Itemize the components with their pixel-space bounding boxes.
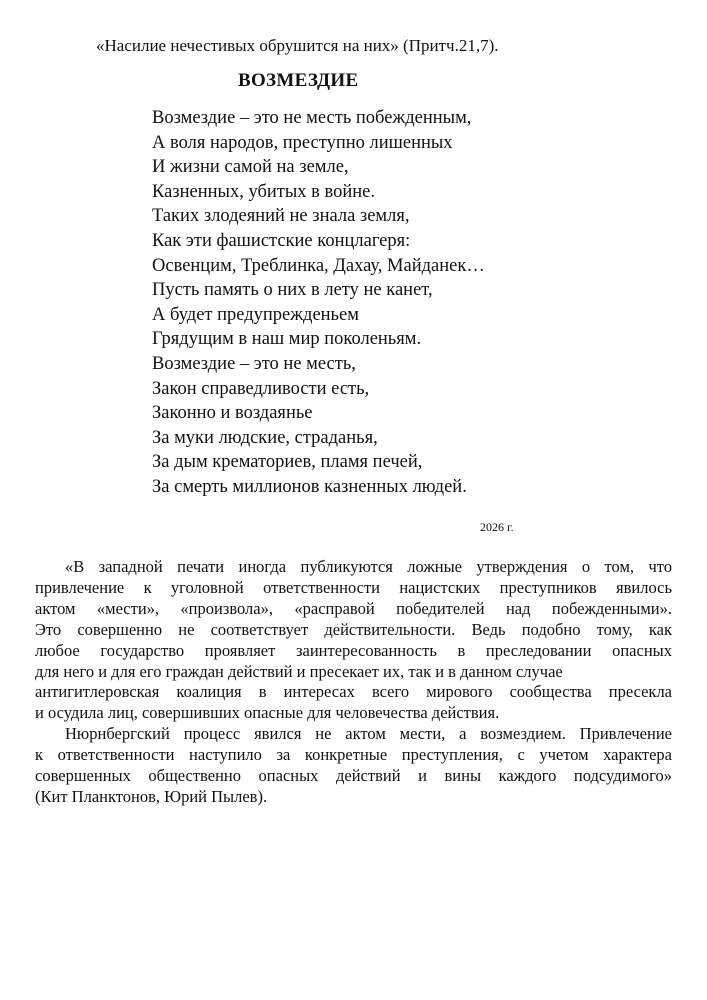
- poem-line: Освенцим, Треблинка, Дахау, Майданек…: [152, 255, 485, 276]
- poem-line: А воля народов, преступно лишенных: [152, 132, 453, 153]
- poem-line: За смерть миллионов казненных людей.: [152, 476, 467, 497]
- prose-line: Это совершенно не соответствует действительности. Ведь подобно тому, как: [35, 619, 672, 639]
- poem-line: И жизни самой на земле,: [152, 157, 349, 178]
- prose-line: и осудила лиц, совершивших опасные для человечества действия.: [35, 703, 500, 723]
- poem-line: А будет предупрежденьем: [152, 304, 359, 325]
- prose-line: (Кит Планктонов, Юрий Пылев).: [35, 786, 268, 806]
- poem-title: ВОЗМЕЗДИЕ: [238, 70, 359, 91]
- prose-line: для него и для его граждан действий и пресекает их, так и в данном случае: [35, 661, 563, 681]
- prose-line: совершенных общественно опасных действий и вины каждого подсудимого»: [35, 766, 672, 786]
- poem-line: Таких злодеяний не знала земля,: [152, 206, 410, 227]
- poem-line: Казненных, убитых в войне.: [152, 181, 376, 202]
- epigraph: «Насилие нечестивых обрушится на них» (Притч.21,7).: [96, 36, 499, 55]
- poem-line: Законно и воздаянье: [152, 403, 313, 424]
- prose-line: «В западной печати иногда публикуются ложные утверждения о том, что: [65, 557, 672, 576]
- poem-line: Пусть память о них в лету не канет,: [152, 280, 433, 301]
- prose-line: привлечение к уголовной ответственности нацистских преступников явилось: [35, 577, 672, 597]
- prose-line: любое государство проявляет заинтересованность в преследовании опасных: [35, 640, 672, 660]
- prose-line: актом «мести», «произвола», «расправой победителей над побежденными».: [35, 598, 672, 618]
- poem: [152, 106, 485, 500]
- poem-line: Возмездие – это не месть,: [152, 353, 356, 374]
- poem-line: Как эти фашистские концлагеря:: [152, 230, 411, 251]
- prose-line: к ответственности наступило за конкретные преступления, с учетом характера: [35, 745, 672, 765]
- poem-line: Грядущим в наш мир поколеньям.: [152, 329, 422, 350]
- poem-line: Закон справедливости есть,: [152, 378, 370, 399]
- date: 2026 г.: [480, 520, 514, 534]
- poem-line: Возмездие – это не месть побежденным,: [152, 108, 472, 128]
- poem-line: За дым крематориев, пламя печей,: [152, 452, 423, 473]
- quote-prose: [35, 557, 672, 808]
- prose-line: Нюрнбергский процесс явился не актом мести, а возмездием. Привлечение: [65, 724, 672, 744]
- prose-line: антигитлеровская коалиция в интересах всего мирового сообщества пресекла: [35, 682, 672, 702]
- poem-line: За муки людские, страданья,: [152, 427, 378, 448]
